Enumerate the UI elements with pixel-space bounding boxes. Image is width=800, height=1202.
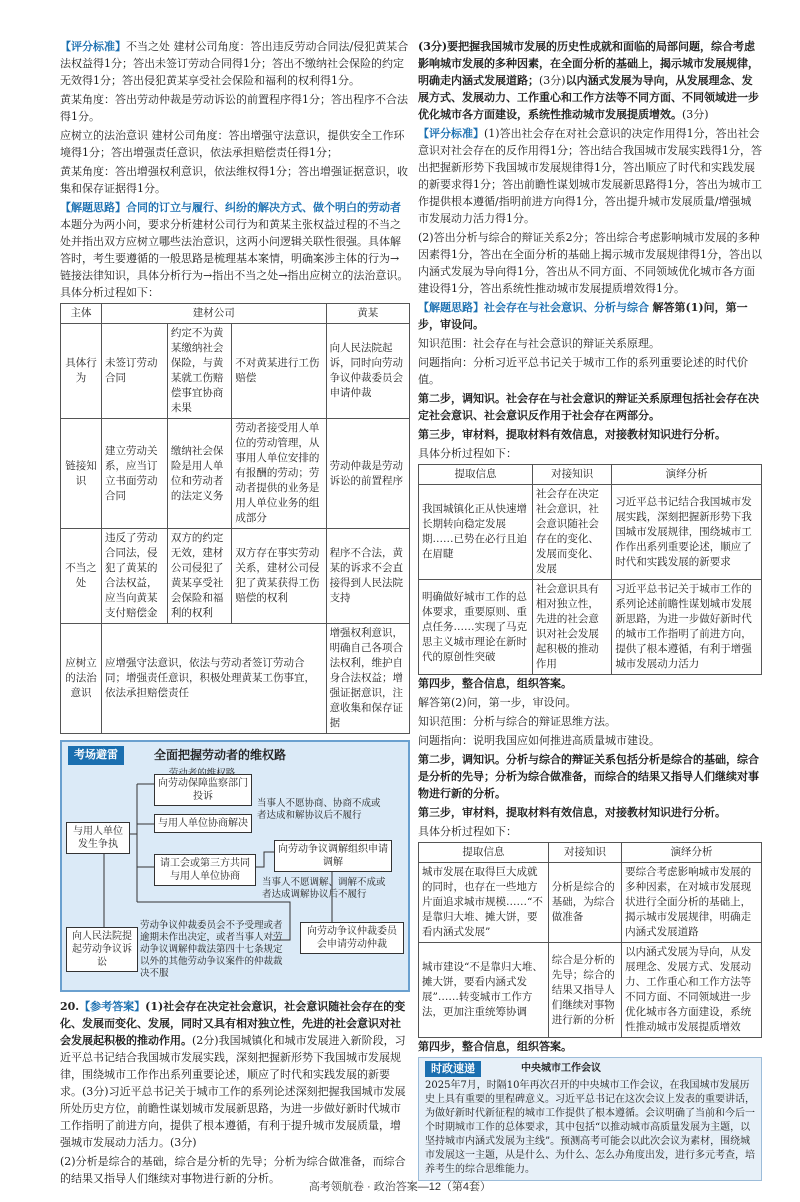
step-2: 第二步，调知识。社会存在与社会意识的辩证关系原理包括社会存在决定社会意识、社会意识反作用于社会存在两部分。	[418, 392, 759, 422]
left-column	[60, 38, 410, 1189]
scoring-standard-4: 黄某角度：答出增强权利意识，依法维权得1分；答出增强证据意识，收集和保存证据得1分。	[60, 165, 408, 195]
scoring-standard-3: 应树立的法治意识 建材公司角度：答出增强守法意识，提供安全工作环境得1分；答出增强责任意识，依法承担赔偿责任得1分；	[60, 129, 405, 159]
table-row: 具体行为 未签订劳动合同 约定不为黄某缴纳社会保险，与黄某就工伤赔偿事宜协商未果 不对黄某进行工伤赔偿 向人民法院起诉，同时向劳动争议仲裁委员会申请仲裁	[61, 324, 410, 419]
table-intro-2: 具体分析过程如下：	[418, 825, 517, 838]
step-4: 第四步，整合信息，组织答案。	[418, 677, 572, 690]
q2-step-1: 解答第(2)问，第一步，审设问。	[418, 696, 577, 709]
analysis-table	[60, 303, 410, 734]
news-text: 2025年7月，时隔10年再次召开的中央城市工作会议，在我国城市发展历史上具有重要的里程碑意义。习近平总书记在这次会议上发表的重要讲话，为做好新时代新征程的城市工作提供了根本遵循。会议明确了当前和今后一个时期城市工作的总体要求，其中包括“以推动城市高质量发展为主题，以坚持城市内涵式发展为主线”。预测高考可能会以此次会议为素材，围绕城市发展这一主题，从是什么、为什么、怎么办角度出发，进行多元考查，培养考生的综合思维能力。	[425, 1080, 755, 1175]
analysis-table-2	[418, 842, 762, 1038]
table-row: 应树立的法治意识 应增强守法意识，依法与劳动者签订劳动合同；增强责任意识，积极处理黄某工伤事宜，依法承担赔偿责任 增强权利意识，明确自己各项合法权利，维护自身合法权益；增强证据意识，注意收集和保存证据	[61, 624, 410, 734]
scoring-standard-20-2: (2)答出分析与综合的辩证关系2分；答出综合考虑影响城市发展的多种因素得1分，答出在全面分析的基础上揭示城市发展规律得1分，答出以内涵式发展为导向得1分，答出从不同方面、不同领域优化城市各方面建设得1分，答出系统性推动城市发展提质增效得1分。	[418, 231, 762, 295]
union-box: 请工会或第三方共同与用人单位协商	[154, 854, 256, 886]
news-box	[418, 1057, 762, 1181]
scoring-standard-20-1: 【评分标准】(1)答出社会存在对社会意识的决定作用得1分，答出社会意识对社会存在的反作用得1分；答出结合我国城市发展实践得1分，答出把握新形势下我国城市发展规律得1分，答出顺应了时代和实践发展的新要求得1分；答出前瞻性谋划城市发展新思路得1分，答出为城市工作提供根本遵循/指明前进方向得1分，答出提升城市发展质量/增强城市发展动力活力得1分。	[418, 127, 762, 225]
page-footer: 高考领航卷 · 政治答案—12（第4套）	[308, 1181, 492, 1193]
q2-step-2: 第二步，调知识。分析与综合的辩证关系包括分析是综合的基础，综合是分析的先导；分析为综合做准备，而综合的结果又指导人们继续对事物进行新的分析。	[418, 753, 759, 800]
start-box: 与用人单位发生争执	[66, 822, 130, 854]
analysis-table-1	[418, 464, 762, 675]
step-3: 第三步，审材料，提取材料有效信息，对接教材知识进行分析。	[418, 428, 726, 441]
solution-idea-20: 【解题思路】社会存在与社会意识、分析与综合 解答第(1)问，第一步，审设问。	[418, 301, 748, 331]
scoring-standard-2: 黄某角度：答出劳动仲裁是劳动诉讼的前置程序得1分；答出程序不合法得1分。	[60, 93, 408, 123]
complaint-box: 向劳动保障监察部门投诉	[154, 774, 252, 806]
table-header: 提取信息 对接知识 演绎分析	[419, 465, 762, 485]
exam-warning-badge: 考场避雷	[68, 746, 124, 765]
rights-flowchart: 考场避雷 全面把握劳动者的维权路 与用人单位发生争执 向劳动保障监察部门投诉 与用人单位协商解决 请工会或第三方共同与用人单位协商 当事人不愿协商、协商不成或者达成和解协议后不履行 向劳动争议调解组织申请调解 当事人不愿调解、调解不成或者达成调解协议后不履行 向人民法院提起劳动争议诉讼 向劳动争议仲裁委员会申请劳动仲裁 劳动争议仲裁委员会不予受理或者逾期未作出决定，或者当事人对劳动争议调解仲裁法第四十七条规定以外的其他劳动争议案件的仲裁裁决不服	[60, 740, 410, 992]
news-title: 中央城市工作会议	[521, 1063, 601, 1074]
table-row: 我国城镇化正从快速增长期转向稳定发展期……已势在必行且迫在眉睫 社会存在决定社会意识，社会意识随社会存在的变化、发展而变化、发展 习近平总书记结合我国城市发展实践，深刻把握新形势下我国城市发展规律，围绕城市工作作出系列重要论述，顺应了时代和实践发展的新要求	[419, 485, 762, 580]
step-4b: 第四步，整合信息，组织答案。	[418, 1040, 572, 1053]
q2-step-3: 第三步，审材料，提取材料有效信息，对接教材知识进行分析。	[418, 806, 726, 819]
answer-continued: (3分)要把握我国城市发展的历史性成就和面临的局部问题，综合考虑影响城市发展的多种因素，在全面分析的基础上，揭示城市发展规律，明确走内涵式发展道路；(3分)以内涵式发展为导向，从发展理念、发展方式、发展动力、工作重心和工作方法等不同方面、不同领域进一步优化城市各方面建设，系统性推动城市发展提质增效。(3分)	[418, 40, 759, 121]
q20-answer-2: (2)分析是综合的基础，综合是分析的先导；分析为综合做准备，而综合的结果又指导人们继续对事物进行新的分析。	[60, 1155, 406, 1185]
q20-answer: 20.【参考答案】(1)社会存在决定社会意识，社会意识随社会存在的变化、发展而变化、发展，同时又具有相对独立性，先进的社会意识对社会发展起积极的推动作用。(2分)我国城镇化和城市发展进入新阶段，习近平总书记结合我国城市发展实践，深刻把握新形势下我国城市发展规律，围绕城市工作作出系列重要论述，顺应了时代和实践发展的新要求。(3分)习近平总书记关于城市工作的系列论述深刻把握我国城市发展所处历史方位，前瞻性谋划城市发展新思路，为进一步做好新时代城市工作指明了前进方向，提供了根本遵循，有利于提升城市发展质量，增强城市发展动力活力。(3分)	[60, 1000, 406, 1149]
table-header: 主体 建材公司 黄某	[61, 304, 410, 324]
mediation-box: 向劳动争议调解组织申请调解	[274, 840, 392, 872]
table-row: 链接知识 建立劳动关系，应当订立书面劳动合同 缴纳社会保险是用人单位和劳动者的法定义务 劳动者接受用人单位的劳动管理，从事用人单位安排的有报酬的劳动；劳动者提供的业务是用人单位业务的组成部分 劳动仲裁是劳动诉讼的前置程序	[61, 419, 410, 529]
scoring-standard-1: 【评分标准】不当之处 建材公司角度：答出违反劳动合同法/侵犯黄某合法权益得1分；答出未签订劳动合同得1分；答出不缴纳社会保险的约定无效得1分；答出侵犯黄某享受社会保险和福利的权利得1分。	[60, 40, 409, 87]
table-intro: 具体分析过程如下：	[418, 447, 517, 460]
table-row: 城市建设“不是靠归大堆、摊大饼，要看内涵式发展”……转变城市工作方法，更加注重统筹协调 综合是分析的先导；综合的结果又指导人们继续对事物进行新的分析 以内涵式发展为导向，从发展理念、发展方式、发展动力、工作重心和工作方法等不同方面、不同领域进一步优化城市各方面建设，系统性推动城市发展提质增效	[419, 943, 762, 1038]
table-row: 不当之处 违反了劳动合同法，侵犯了黄某的合法权益，应当向黄某支付赔偿金 双方的约定无效，建材公司侵犯了黄某享受社会保险和福利的权利 双方存在事实劳动关系，建材公司侵犯了黄某获得工伤赔偿的权利 程序不合法，黄某的诉求不会直接得到人民法院支持	[61, 529, 410, 624]
q2-direction: 问题指向：说明我国应如何推进高质量城市建设。	[418, 734, 660, 747]
table-header: 提取信息 对接知识 演绎分析	[419, 843, 762, 863]
arbitration-box: 向劳动争议仲裁委员会申请劳动仲裁	[300, 922, 404, 954]
court-box: 向人民法院提起劳动争议诉讼	[66, 927, 138, 972]
flowchart-title: 全面把握劳动者的维权路	[154, 748, 287, 762]
knowledge-range: 知识范围：社会存在与社会意识的辩证关系原理。	[418, 337, 660, 350]
question-direction: 问题指向：分析习近平总书记关于城市工作的系列重要论述的时代价值。	[418, 356, 748, 386]
news-badge: 时政速递	[425, 1061, 481, 1077]
solution-idea: 【解题思路】合同的订立与履行、纠纷的解决方式、做个明白的劳动者 本题分为两小问，要求分析建材公司行为和黄某主张权益过程的不当之处并指出双方应树立哪些法治意识，这两小问逻辑关联性很强。具体解答时，考生要遵循的一般思路是梳理基本案情，明确案涉主体的行为→链接法律知识，具体分析行为→指出不当之处→指出应树立的法治意识。具体分析过程如下：	[60, 201, 409, 299]
q2-knowledge: 知识范围：分析与综合的辩证思维方法。	[418, 715, 616, 728]
negotiate-box: 与用人单位协商解决	[154, 814, 252, 833]
table-row: 明确做好城市工作的总体要求，重要原则、重点任务……实现了马克思主义城市理论在新时代的原创性突破 社会意识具有相对独立性，先进的社会意识对社会发展起积极的推动作用 习近平总书记关于城市工作的系列论述前瞻性谋划城市发展新思路，为进一步做好新时代的城市工作指明了前进方向，提供了根本遵循，有利于增强城市发展动力活力	[419, 580, 762, 675]
table-row: 城市发展在取得巨大成就的同时，也存在一些地方片面追求城市规模……“不是靠归大堆、摊大饼，要看内涵式发展” 分析是综合的基础，为综合做准备 要综合考虑影响城市发展的多种因素，在对城市发展现状进行全面分析的基础上，揭示城市发展规律，明确走内涵式发展道路	[419, 863, 762, 943]
right-column	[418, 38, 762, 1181]
